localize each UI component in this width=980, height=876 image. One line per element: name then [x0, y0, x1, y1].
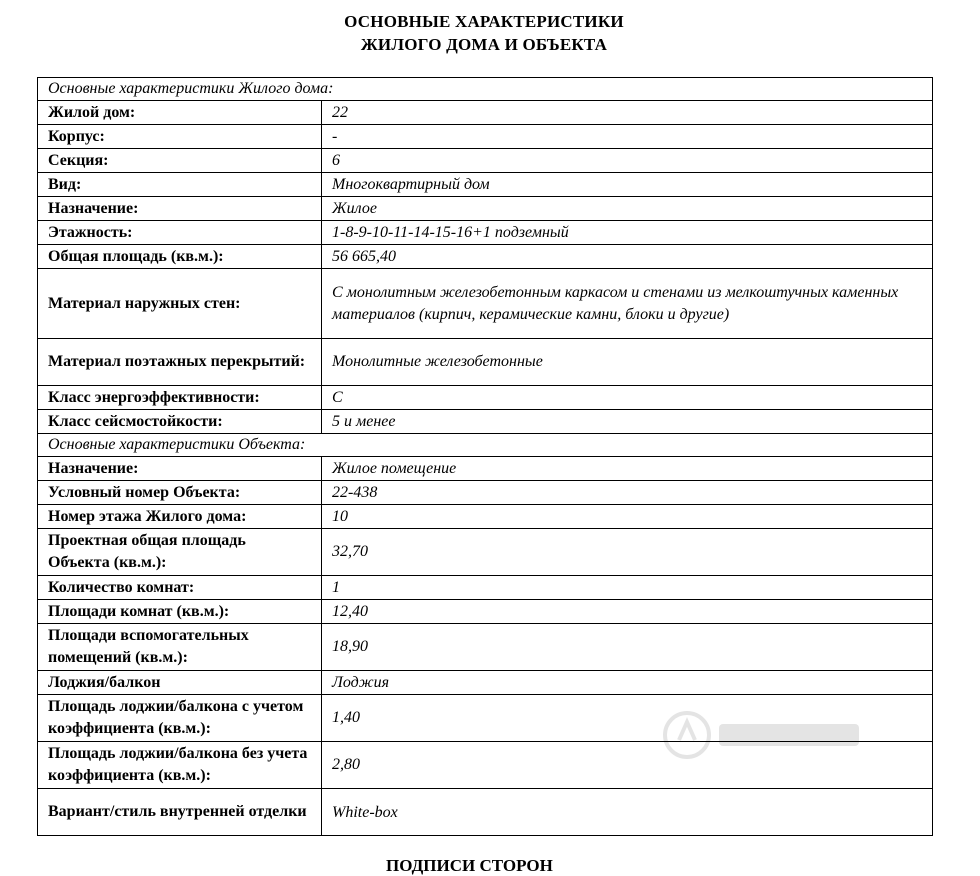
- section-title-object: Основные характеристики Объекта:: [38, 434, 933, 457]
- section-row-object: [38, 434, 933, 457]
- title-line-2: ЖИЛОГО ДОМА И ОБЪЕКТА: [360, 35, 608, 54]
- footer-heading-cut: ПОДПИСИ СТОРОН: [386, 856, 553, 875]
- table-row: [38, 197, 933, 221]
- table-row: [38, 789, 933, 836]
- table-row: [38, 339, 933, 386]
- row-value: 22: [322, 101, 933, 125]
- table-row: [38, 600, 933, 624]
- row-label: Вариант/стиль внутренней отделки: [38, 789, 322, 836]
- row-value: Многоквартирный дом: [322, 173, 933, 197]
- table-row: [38, 125, 933, 149]
- table-row: [38, 481, 933, 505]
- row-value: C: [322, 386, 933, 410]
- row-value: 18,90: [322, 624, 933, 671]
- table-row: [38, 505, 933, 529]
- table-row: [38, 101, 933, 125]
- row-value: Лоджия: [322, 671, 933, 695]
- row-label: Назначение:: [38, 197, 322, 221]
- row-value: 56 665,40: [322, 245, 933, 269]
- row-label: Лоджия/балкон: [38, 671, 322, 695]
- table-row: [38, 269, 933, 339]
- row-value: 32,70: [322, 529, 933, 576]
- table-row: [38, 624, 933, 671]
- watermark-logo: [655, 700, 865, 770]
- table-row: [38, 410, 933, 434]
- table-row: [38, 576, 933, 600]
- row-label: Количество комнат:: [38, 576, 322, 600]
- row-label: Корпус:: [38, 125, 322, 149]
- row-value: 10: [322, 505, 933, 529]
- row-value: Жилое: [322, 197, 933, 221]
- table-row: [38, 173, 933, 197]
- row-label: Проектная общая площадь Объекта (кв.м.):: [38, 529, 322, 576]
- row-value: Жилое помещение: [322, 457, 933, 481]
- table-row: [38, 386, 933, 410]
- section-row-building: [38, 78, 933, 101]
- row-label: Площади комнат (кв.м.):: [38, 600, 322, 624]
- row-label: Общая площадь (кв.м.):: [38, 245, 322, 269]
- row-value: Монолитные железобетонные: [322, 339, 933, 386]
- row-label: Секция:: [38, 149, 322, 173]
- row-label: Материал наружных стен:: [38, 269, 322, 339]
- row-value: 5 и менее: [322, 410, 933, 434]
- document-title: [0, 10, 968, 56]
- row-label: Вид:: [38, 173, 322, 197]
- row-value: 1-8-9-10-11-14-15-16+1 подземный: [322, 221, 933, 245]
- row-label: Жилой дом:: [38, 101, 322, 125]
- table-row: [38, 529, 933, 576]
- row-label: Номер этажа Жилого дома:: [38, 505, 322, 529]
- row-value: 22-438: [322, 481, 933, 505]
- table-row: [38, 671, 933, 695]
- row-label: Назначение:: [38, 457, 322, 481]
- table-row: [38, 457, 933, 481]
- row-value: 1: [322, 576, 933, 600]
- row-value: -: [322, 125, 933, 149]
- row-value: 2,80: [322, 742, 933, 789]
- row-value: White-box: [322, 789, 933, 836]
- row-label: Площадь лоджии/балкона с учетом коэффициента (кв.м.):: [38, 695, 322, 742]
- title-line-1: ОСНОВНЫЕ ХАРАКТЕРИСТИКИ: [344, 12, 624, 31]
- row-label: Класс сейсмостойкости:: [38, 410, 322, 434]
- row-value: С монолитным железобетонным каркасом и стенами из мелкоштучных каменных материалов (кирпич, керамические камни, блоки и другие): [322, 269, 933, 339]
- row-label: Площадь лоджии/балкона без учета коэффициента (кв.м.):: [38, 742, 322, 789]
- section-title-building: Основные характеристики Жилого дома:: [38, 78, 933, 101]
- row-value: 6: [322, 149, 933, 173]
- row-value: 1,40: [322, 695, 933, 742]
- table-row: [38, 149, 933, 173]
- row-label: Класс энергоэффективности:: [38, 386, 322, 410]
- row-label: Материал поэтажных перекрытий:: [38, 339, 322, 386]
- row-label: Этажность:: [38, 221, 322, 245]
- row-value: 12,40: [322, 600, 933, 624]
- row-label: Условный номер Объекта:: [38, 481, 322, 505]
- row-label: Площади вспомогательных помещений (кв.м.):: [38, 624, 322, 671]
- table-row: [38, 245, 933, 269]
- table-row: [38, 221, 933, 245]
